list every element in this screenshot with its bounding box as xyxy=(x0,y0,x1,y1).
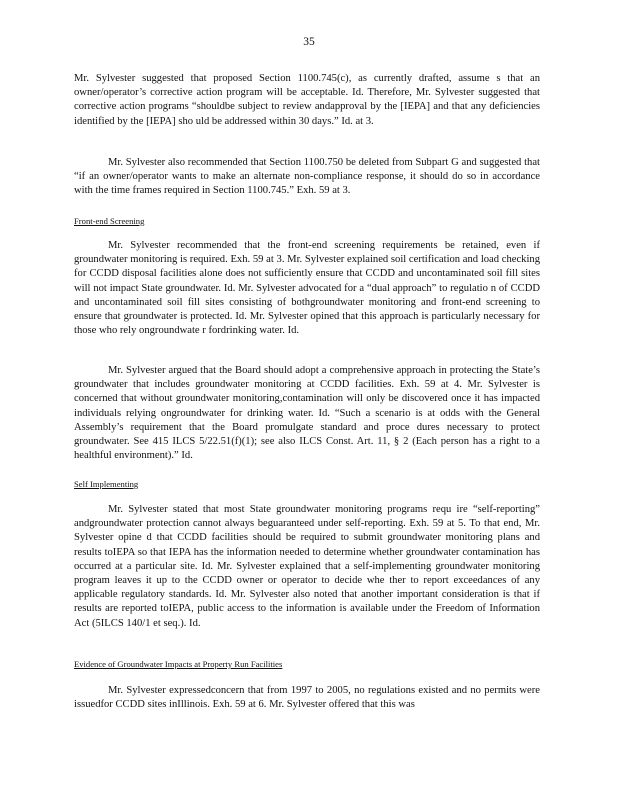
paragraph-evidence: Mr. Sylvester expressedconcern that from 1997 to 2005, no regulations existed and no permits were issuedfor CCDD sites inIllinois. Exh. 59 at 6. Mr. Sylvester offered that this was xyxy=(74,685,540,711)
page-number: 35 xyxy=(303,36,315,48)
paragraph-self-implementing: Mr. Sylvester stated that most State groundwater monitoring programs requ ire “self-reporting” andgroundwater protection cannot always beguaranteed under self-reporting. Exh. 59 at 5. To that end, Mr. Sylvester opine d that CCDD facilities should be required to submit groundwater monitoring plans and results toIEPA so that IEPA has the information needed to determine whether groundwater contamination has occurred at a particular site. Id. Mr. Sylvester explained that a self-implementing groundwater monitoring program leaves it up to the CCDD owner or operator to decide whe ther to report exceedances of any applicable regulatory standards. Id. Mr. Sylvester also noted that another important consideration is that if results are reported toIEPA, public access to the information is available under the Freedom of Information Act (5ILCS 140/1 et seq.). Id. xyxy=(74,504,540,629)
heading-front-end-screening: Front-end Screening xyxy=(74,216,145,226)
paragraph-comprehensive-approach: Mr. Sylvester argued that the Board should adopt a comprehensive approach in protecting the State’s groundwater that includes groundwater monitoring at CCDD facilities. Exh. 59 at 4. Mr. Sylvester is concerned that without groundwater monitoring,contamination will only be discovered once it has impacted individuals relying ongroundwater for drinking water. Id. “Such a scenario is at odds with the General Assembly’s requirement that the Board promulgate standard and proce dures necessary to protect groundwater. See 415 ILCS 5/22.51(f)(1); see also ILCS Const. Art. 11, § 2 (Each person has a right to a healthful environment).” Id. xyxy=(74,365,540,462)
paragraph-corrective-action: Mr. Sylvester suggested that proposed Section 1100.745(c), as currently drafted, assume s that an owner/operator’s corrective action program will be acceptable. Id. Therefore, Mr. Sylvester suggested that corrective action programs “shouldbe subject to review andapproval by the [IEPA] and that any deficiencies identified by the [IEPA] sho uld be addressed within 30 days.” Id. at 3. xyxy=(74,73,540,127)
heading-evidence-groundwater-impacts: Evidence of Groundwater Impacts at Property Run Facilities xyxy=(74,659,283,669)
heading-self-implementing: Self Implementing xyxy=(74,479,139,489)
paragraph-section-1100-750: Mr. Sylvester also recommended that Section 1100.750 be deleted from Subpart G and suggested that “if an owner/operator wants to make an alternate non-compliance response, it should do so in accordance with the time frames required in Section 1100.745.” Exh. 59 at 3. xyxy=(74,157,540,197)
paragraph-front-end-screening: Mr. Sylvester recommended that the front-end screening requirements be retained, even if groundwater monitoring is required. Exh. 59 at 3. Mr. Sylvester explained soil certification and load checking for CCDD disposal facilities alone does not sufficiently ensure that CCDD and uncontaminated soil fill sites will not impact State groundwater. Id. Mr. Sylvester advocated for a “dual approach” to regulatio n of CCDD and uncontaminated soil fill sites consisting of bothgroundwater monitoring and front-end screening to ensure that groundwater is protected. Id. Mr. Sylvester opined that this approach is particularly necessary for those who rely ongroundwate r fordrinking water. Id. xyxy=(74,240,540,337)
